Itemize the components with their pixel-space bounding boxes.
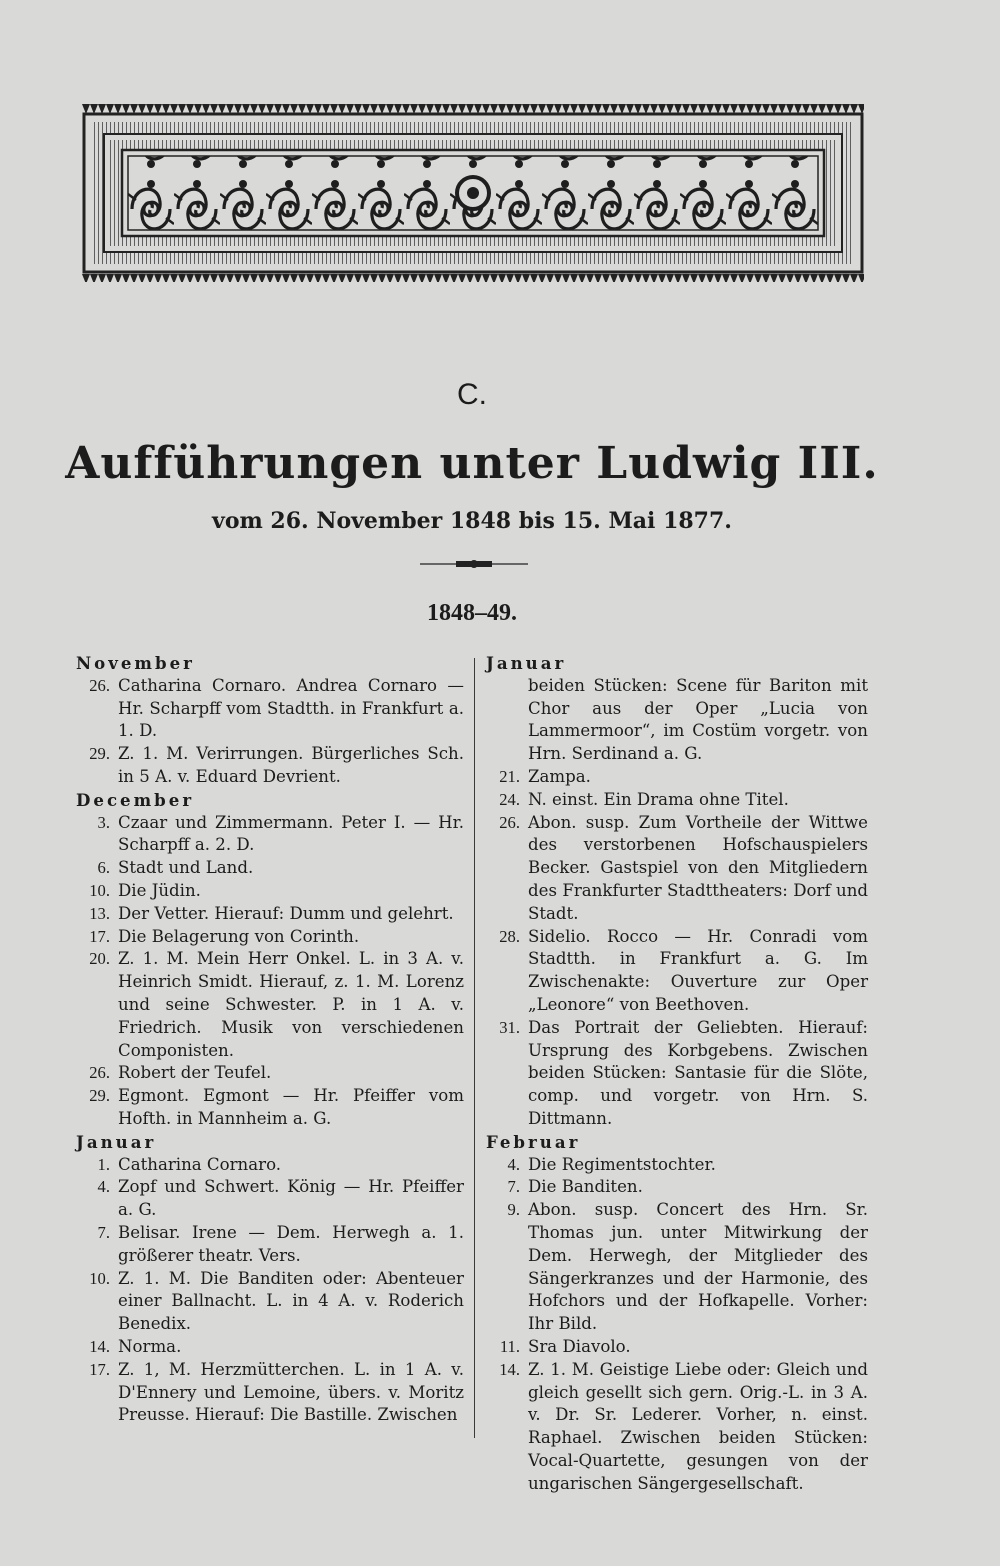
- column-divider: [474, 658, 475, 1438]
- entry-date: 11.: [499, 1336, 520, 1356]
- entry-date: 4.: [507, 1154, 520, 1174]
- entry-text: Sidelio. Rocco — Hr. Conradi vom Stadtth. in Frankfurt a. G. Im Zwischenakte: Ouverture zur Oper „Leonore“ von Beethoven.: [528, 926, 868, 1014]
- performance-entry: [76, 1268, 464, 1336]
- entry-text: Zopf und Schwert. König — Hr. Pfeiffer a. G.: [118, 1177, 464, 1220]
- performance-entry: [76, 1154, 464, 1177]
- entry-text: Egmont. Egmont — Hr. Pfeiffer vom Hofth. in Mannheim a. G.: [118, 1086, 464, 1128]
- entry-text: Zampa.: [528, 766, 591, 786]
- ornamental-header-border: [82, 104, 864, 282]
- ornament-graphic: [82, 104, 864, 282]
- entry-date: 28.: [499, 926, 520, 946]
- right-column: [486, 652, 868, 1495]
- entry-date: 20.: [89, 949, 110, 969]
- performance-entry: [486, 1336, 868, 1359]
- entry-text: Catharina Cornaro. Andrea Cornaro — Hr. Scharpff vom Stadtth. in Frankfurt a. 1. D.: [118, 675, 464, 741]
- month-heading: November: [76, 653, 195, 673]
- performance-entry: [486, 1017, 868, 1131]
- entry-text: Z. 1. M. Verirrungen. Bürgerliches Sch. in 5 A. v. Eduard Devrient.: [118, 744, 464, 786]
- entry-text: Das Portrait der Geliebten. Hierauf: Ursprung des Korbgebens. Zwischen beiden Stücken: Santasie für die Slöte, comp. und vorgetr. von Hrn. S. Dittmann.: [528, 1017, 868, 1128]
- page-title: Aufführungen unter Ludwig III.: [65, 438, 879, 489]
- performance-entry: [76, 926, 464, 949]
- month-section: [486, 652, 868, 1131]
- entry-date: 29.: [89, 1086, 110, 1106]
- performance-entry: [486, 789, 868, 812]
- left-column: [76, 652, 464, 1427]
- entry-date: 3.: [97, 812, 110, 832]
- entry-text: N. einst. Ein Drama ohne Titel.: [528, 789, 789, 809]
- performance-entry: [76, 675, 464, 743]
- month-heading: Januar: [76, 1131, 157, 1152]
- entry-text: Abon. susp. Zum Vortheile der Wittwe des verstorbenen Hofschauspielers Becker. Gastspiel von den Mitgliedern des Frankfurter Stadttheaters: Dorf und Stadt.: [528, 812, 868, 923]
- entry-text: Abon. susp. Concert des Hrn. Sr. Thomas jun. unter Mitwirkung der Dem. Herwegh, der Mitglieder des Sängerkranzes und der Harmonie, des Hofchors und der Hofkapelle. Vorher: Ihr Bild.: [528, 1200, 868, 1334]
- entry-text: Z. 1. M. Mein Herr Onkel. L. in 3 A. v. Heinrich Smidt. Hierauf, z. 1. M. Lorenz und seine Schwester. P. in 1 A. v. Friedrich. Musik von verschiedenen Componisten.: [118, 949, 464, 1060]
- entry-text: Die Jüdin.: [118, 880, 201, 900]
- entry-date: 24.: [499, 789, 520, 809]
- divider-graphic: [420, 556, 528, 572]
- performance-entry: [76, 1176, 464, 1222]
- performance-entry: [486, 766, 868, 789]
- month-section: [76, 789, 464, 1131]
- entry-date: 31.: [499, 1017, 520, 1037]
- entry-text: Z. 1, M. Herzmütterchen. L. in 1 A. v. D'Ennery und Lemoine, übers. v. Moritz Preusse. Hierauf: Die Bastille. Zwischen: [118, 1359, 464, 1425]
- performance-entry: [486, 1154, 868, 1177]
- entry-date: 9.: [507, 1200, 520, 1220]
- entry-text: Catharina Cornaro.: [118, 1154, 282, 1174]
- month-section: [76, 1131, 464, 1427]
- performance-entry: [76, 1062, 464, 1085]
- entry-date: 10.: [89, 880, 110, 900]
- entry-date: 14.: [89, 1336, 110, 1356]
- entry-text: Norma.: [118, 1336, 182, 1356]
- performance-entry: [486, 675, 868, 766]
- performance-entry: [76, 903, 464, 926]
- performance-entry: [76, 1222, 464, 1268]
- entry-text: beiden Stücken: Scene für Bariton mit Chor aus der Oper „Lucia von Lammermoor“, im Costüm vorgetr. von Hrn. Serdinand a. G.: [528, 675, 868, 764]
- month-heading: December: [76, 789, 195, 810]
- performance-entry: [486, 1359, 868, 1496]
- performance-entry: [76, 743, 464, 789]
- performance-entry: [76, 1336, 464, 1359]
- performance-entry: [76, 1085, 464, 1131]
- performance-entry: [76, 857, 464, 880]
- entry-text: Sra Diavolo.: [528, 1336, 631, 1356]
- entry-date: 26.: [89, 675, 110, 695]
- entry-date: 14.: [499, 1359, 520, 1379]
- month-heading: Februar: [486, 1131, 581, 1152]
- entry-text: Der Vetter. Hierauf: Dumm und gelehrt.: [118, 903, 454, 923]
- entry-date: 7.: [507, 1177, 520, 1197]
- entry-date: 29.: [89, 744, 110, 764]
- section-letter: C.: [457, 378, 487, 411]
- performance-entry: [76, 880, 464, 903]
- entry-date: 26.: [499, 812, 520, 832]
- entry-date: 6.: [97, 858, 110, 878]
- entry-date: 10.: [89, 1268, 110, 1288]
- decorative-divider: [420, 556, 528, 572]
- performance-entry: [76, 1359, 464, 1427]
- performance-entry: [486, 812, 868, 926]
- entry-text: Czaar und Zimmermann. Peter I. — Hr. Scharpff a. 2. D.: [118, 812, 464, 855]
- entry-date: 26.: [89, 1063, 110, 1083]
- entry-date: 17.: [89, 1359, 110, 1379]
- entry-date: 4.: [97, 1177, 110, 1197]
- entry-text: Robert der Teufel.: [118, 1063, 272, 1083]
- entry-text: Die Banditen.: [528, 1177, 643, 1197]
- entry-text: Z. 1. M. Die Banditen oder: Abenteuer einer Ballnacht. L. in 4 A. v. Roderich Benedix.: [118, 1268, 464, 1334]
- performance-entry: [76, 948, 464, 1062]
- month-section: [76, 652, 464, 789]
- month-section: [486, 1131, 868, 1496]
- entry-text: Belisar. Irene — Dem. Herwegh a. 1. größerer theatr. Vers.: [118, 1222, 464, 1265]
- performance-entry: [76, 812, 464, 858]
- page-subtitle: vom 26. November 1848 bis 15. Mai 1877.: [212, 508, 732, 534]
- entry-date: 17.: [89, 926, 110, 946]
- season-heading: 1848–49.: [427, 600, 517, 626]
- entry-date: 7.: [97, 1222, 110, 1242]
- entry-text: Z. 1. M. Geistige Liebe oder: Gleich und gleich gesellt sich gern. Orig.-L. in 3 A. v. Dr. Sr. Lederer. Vorher, n. einst. Raphael. Zwischen beiden Stücken: Vocal-Quartette, gesungen von der ungarischen Sängergesellschaft.: [528, 1359, 868, 1493]
- month-heading: Januar: [486, 653, 567, 673]
- entry-date: 13.: [89, 903, 110, 923]
- performance-entry: [486, 1176, 868, 1199]
- entry-date: 1.: [97, 1154, 110, 1174]
- performance-entry: [486, 1199, 868, 1336]
- entry-text: Die Regimentstochter.: [528, 1154, 716, 1174]
- entry-date: 21.: [499, 766, 520, 786]
- entry-text: Stadt und Land.: [118, 858, 254, 878]
- performance-entry: [486, 926, 868, 1017]
- entry-text: Die Belagerung von Corinth.: [118, 926, 360, 946]
